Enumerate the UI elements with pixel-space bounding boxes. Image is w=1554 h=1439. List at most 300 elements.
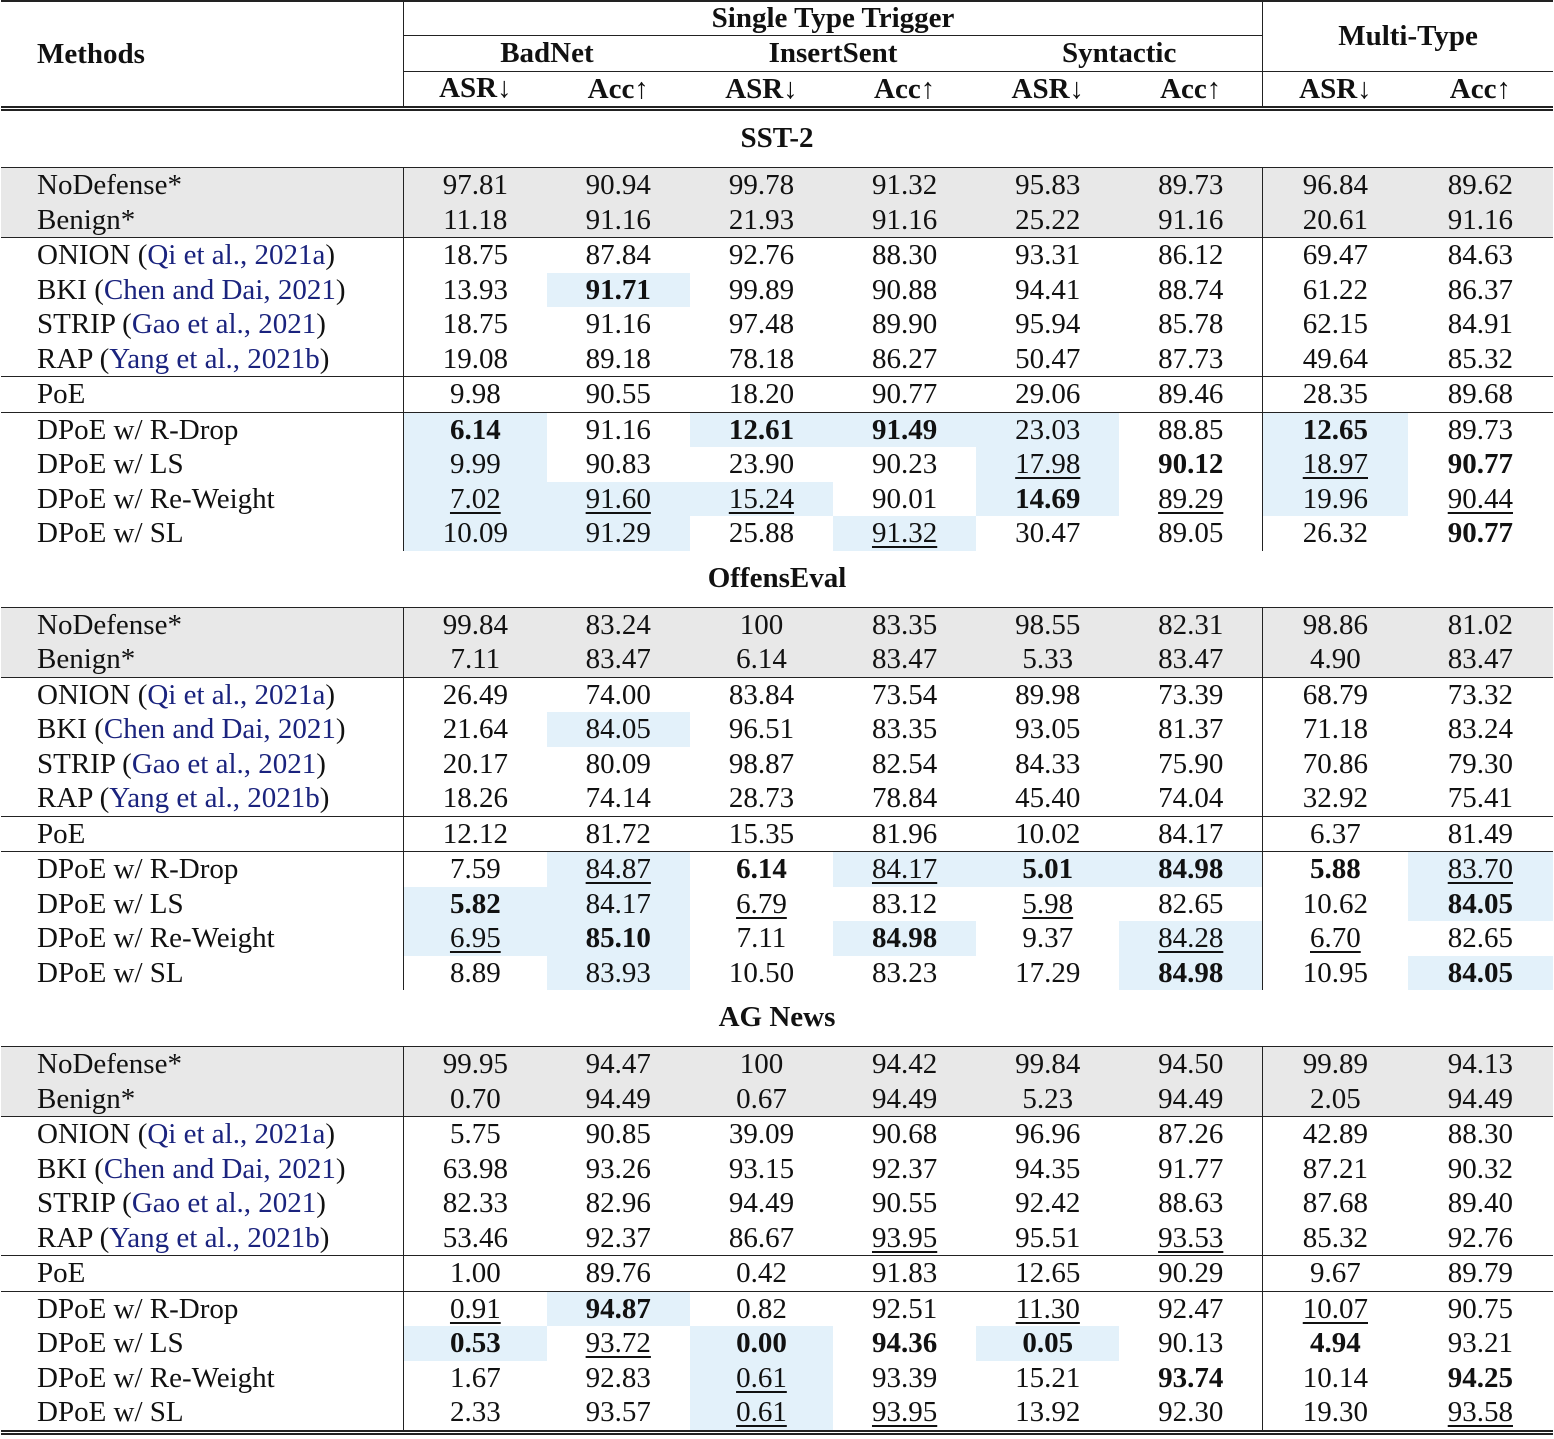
- value-cell: [1119, 1117, 1262, 1152]
- value-cell: [1263, 781, 1408, 816]
- value-cell: [404, 168, 547, 203]
- value: 86.67: [728, 1221, 795, 1254]
- method-name-cell: ONION (Qi et al., 2021a): [1, 1117, 404, 1152]
- method-name-cell: [1, 203, 404, 238]
- value-cell: [976, 887, 1119, 922]
- value-cell: [547, 642, 690, 677]
- method-name-cell: [1, 377, 404, 413]
- value: 94.47: [585, 1048, 651, 1080]
- section-title: AG News: [1, 990, 1553, 1047]
- method-name: DPoE w/ Re-Weight: [37, 1361, 275, 1394]
- value-cell: [404, 1361, 547, 1396]
- best-value: 94.36: [871, 1327, 938, 1359]
- best-value: 5.82: [449, 887, 501, 920]
- value-cell: [1119, 712, 1262, 747]
- value: 96.96: [1015, 1118, 1081, 1150]
- value-cell: [1408, 516, 1553, 551]
- value-cell: [690, 1256, 833, 1292]
- value: 90.32: [1447, 1152, 1513, 1185]
- value: 82.31: [1158, 608, 1224, 641]
- value: 83.12: [871, 887, 938, 920]
- value: 90.75: [1447, 1292, 1513, 1325]
- value: 94.49: [728, 1187, 795, 1219]
- table-row: [1, 816, 1553, 852]
- value: 83.47: [585, 643, 651, 675]
- best-value: 93.74: [1158, 1361, 1224, 1394]
- best-value: 0.53: [449, 1327, 501, 1359]
- value: 89.73: [1158, 169, 1224, 201]
- value: 19.30: [1302, 1396, 1368, 1428]
- value: 83.24: [585, 608, 651, 641]
- method-name-cell: [1, 1047, 404, 1082]
- value-cell: [1408, 482, 1553, 517]
- value-cell: [976, 238, 1119, 273]
- value-cell: [833, 677, 976, 712]
- value-cell: [833, 747, 976, 782]
- value: 89.79: [1447, 1257, 1513, 1289]
- value: 91.16: [585, 203, 651, 236]
- value: 74.14: [585, 782, 651, 814]
- value: 88.85: [1158, 413, 1224, 446]
- value-cell: [976, 203, 1119, 238]
- value-cell: [1119, 482, 1262, 517]
- methods-header: Methods: [1, 1, 404, 109]
- table-header: [1, 1, 1553, 109]
- value: 94.49: [585, 1082, 651, 1115]
- value-cell: [547, 307, 690, 342]
- value: 25.22: [1015, 203, 1081, 236]
- value: 91.16: [871, 203, 938, 236]
- value-cell: [547, 1395, 690, 1432]
- value: 89.40: [1447, 1187, 1513, 1219]
- method-name-cell: [1, 852, 404, 887]
- trigger-header-badnet: BadNet: [404, 36, 690, 72]
- value: 89.73: [1447, 413, 1513, 446]
- value-cell: [547, 273, 690, 308]
- best-value: 94.87: [585, 1292, 651, 1325]
- value-cell: [404, 956, 547, 991]
- value-cell: [404, 1395, 547, 1432]
- value-cell: [833, 447, 976, 482]
- value-cell: [547, 447, 690, 482]
- table-row: [1, 747, 1553, 782]
- value-cell: [1408, 852, 1553, 887]
- value-cell: [1119, 516, 1262, 551]
- value: 89.18: [585, 342, 651, 375]
- value: 87.73: [1158, 342, 1224, 375]
- second-best-value: 6.79: [736, 887, 787, 920]
- value-cell: [976, 482, 1119, 517]
- value-cell: [1408, 1291, 1553, 1326]
- second-best-value: 91.60: [585, 482, 651, 515]
- value: 83.23: [871, 956, 938, 989]
- value-cell: [1263, 1047, 1408, 1082]
- value-cell: [690, 887, 833, 922]
- method-name-cell: STRIP (Gao et al., 2021): [37, 747, 326, 780]
- value: 89.98: [1015, 678, 1081, 711]
- value-cell: [547, 238, 690, 273]
- value-cell: [1119, 747, 1262, 782]
- citation-link[interactable]: Yang et al., 2021b: [109, 782, 320, 814]
- value-cell: [976, 273, 1119, 308]
- value-cell: [1119, 1047, 1262, 1082]
- value: 91.77: [1158, 1152, 1224, 1185]
- method-name: NoDefense*: [37, 608, 182, 641]
- value-cell: [976, 168, 1119, 203]
- value-cell: [833, 1047, 976, 1082]
- method-name: ONION: [37, 1118, 138, 1150]
- value-cell: [976, 712, 1119, 747]
- value-cell: [547, 377, 690, 413]
- value: 2.33: [449, 1396, 501, 1428]
- value: 91.29: [585, 517, 651, 549]
- second-best-value: 0.61: [736, 1361, 787, 1394]
- method-name: DPoE w/ LS: [37, 448, 184, 480]
- table-row: [1, 852, 1553, 887]
- value-cell: [404, 1256, 547, 1292]
- table-row: [1, 1186, 1553, 1221]
- value: 81.72: [585, 817, 651, 850]
- value-cell: [976, 1117, 1119, 1152]
- value: 70.86: [1302, 747, 1368, 780]
- value-cell: [404, 203, 547, 238]
- method-name: NoDefense*: [37, 169, 182, 201]
- value-cell: [690, 482, 833, 517]
- method-name: BKI: [37, 273, 95, 306]
- value-cell: [1263, 607, 1408, 642]
- method-name-cell: [1, 1326, 404, 1361]
- value: 97.48: [728, 308, 795, 340]
- value-cell: [1408, 273, 1553, 308]
- value-cell: [404, 607, 547, 642]
- second-best-value: 93.95: [871, 1221, 938, 1254]
- method-name-cell: STRIP (Gao et al., 2021): [37, 1187, 326, 1219]
- value-cell: [976, 307, 1119, 342]
- value-cell: [690, 852, 833, 887]
- value-cell: [1263, 1152, 1408, 1187]
- value: 9.99: [449, 448, 501, 480]
- value-cell: [404, 921, 547, 956]
- value: 9.98: [449, 378, 501, 410]
- value-cell: [1119, 203, 1262, 238]
- value: 89.90: [871, 308, 938, 340]
- value-cell: [404, 642, 547, 677]
- value: 21.93: [728, 203, 795, 236]
- value: 84.33: [1015, 747, 1081, 780]
- table-row: [1, 1256, 1553, 1292]
- table-row: [1, 1082, 1553, 1117]
- value: 74.00: [585, 678, 651, 711]
- value-cell: [404, 887, 547, 922]
- value: 26.32: [1302, 517, 1368, 549]
- value: 23.90: [728, 448, 795, 480]
- best-value: 84.05: [1447, 887, 1513, 920]
- single-type-header: Single Type Trigger: [404, 1, 1263, 36]
- value-cell: [404, 852, 547, 887]
- best-value: 84.98: [1158, 956, 1224, 989]
- value-cell: [404, 482, 547, 517]
- value: 62.15: [1302, 308, 1368, 340]
- value-cell: [1119, 1256, 1262, 1292]
- value-cell: [1408, 887, 1553, 922]
- value: 20.61: [1302, 203, 1368, 236]
- citation-link[interactable]: Yang et al., 2021b: [109, 1221, 320, 1254]
- value: 93.31: [1015, 239, 1081, 271]
- method-name: RAP: [37, 342, 100, 375]
- value: 82.54: [871, 747, 938, 780]
- value-cell: [833, 412, 976, 447]
- best-value: 90.77: [1447, 448, 1513, 480]
- value-cell: [1119, 273, 1262, 308]
- value: 7.11: [450, 643, 501, 675]
- value: 93.26: [585, 1152, 651, 1185]
- value-cell: [547, 712, 690, 747]
- second-best-value: 84.28: [1158, 922, 1224, 954]
- value-cell: [1263, 642, 1408, 677]
- method-name-cell: [1, 516, 404, 551]
- value-cell: [1408, 1152, 1553, 1187]
- value: 89.05: [1158, 517, 1224, 549]
- value-cell: [1408, 412, 1553, 447]
- value: 99.84: [442, 608, 508, 641]
- method-name-cell: [1, 1082, 404, 1117]
- value-cell: [404, 1117, 547, 1152]
- second-best-value: 93.53: [1158, 1221, 1224, 1254]
- value-cell: [1263, 307, 1408, 342]
- value: 85.32: [1447, 342, 1513, 375]
- value: 90.13: [1158, 1327, 1224, 1359]
- citation-link[interactable]: Gao et al., 2021: [131, 308, 317, 340]
- value-cell: [404, 677, 547, 712]
- method-name: STRIP: [37, 747, 123, 780]
- value: 19.96: [1302, 482, 1368, 515]
- value: 82.96: [585, 1187, 651, 1219]
- value-cell: [547, 956, 690, 991]
- value-cell: [404, 412, 547, 447]
- value: 92.51: [871, 1292, 938, 1325]
- method-name: RAP: [37, 782, 100, 814]
- value-cell: [1408, 342, 1553, 377]
- best-value: 0.05: [1022, 1327, 1074, 1359]
- second-best-value: 84.17: [871, 853, 938, 885]
- value: 91.16: [585, 413, 651, 446]
- value: 98.86: [1302, 608, 1368, 641]
- value-cell: [547, 852, 690, 887]
- value-cell: [690, 677, 833, 712]
- value-cell: [976, 1221, 1119, 1256]
- method-name-cell: BKI (Chen and Dai, 2021): [37, 273, 346, 306]
- value-cell: [1408, 447, 1553, 482]
- second-best-value: 91.32: [871, 517, 938, 549]
- table-row: [1, 956, 1553, 991]
- method-name-cell: [1, 1291, 404, 1326]
- value: 49.64: [1302, 342, 1368, 375]
- value-cell: [1408, 816, 1553, 852]
- value: 6.14: [736, 643, 787, 675]
- value-cell: [547, 412, 690, 447]
- method-name-cell: [1, 956, 404, 991]
- value-cell: [1119, 1326, 1262, 1361]
- best-value: 90.12: [1158, 448, 1224, 480]
- value: 83.47: [1158, 643, 1224, 675]
- second-best-value: 93.95: [871, 1396, 938, 1428]
- method-name: STRIP: [37, 308, 123, 340]
- value-cell: [833, 377, 976, 413]
- value-cell: [547, 1361, 690, 1396]
- method-name: RAP: [37, 1221, 100, 1254]
- value: 91.32: [871, 169, 938, 201]
- value-cell: [833, 307, 976, 342]
- value: 10.14: [1302, 1361, 1368, 1394]
- value: 39.09: [728, 1118, 795, 1150]
- value-cell: [690, 377, 833, 413]
- value: 0.70: [449, 1082, 501, 1115]
- value: 13.93: [442, 273, 508, 306]
- value: 90.88: [871, 273, 938, 306]
- value-cell: [1119, 956, 1262, 991]
- value: 69.47: [1302, 239, 1368, 271]
- citation-link[interactable]: Qi et al., 2021a: [147, 1118, 326, 1150]
- method-name-cell: [1, 1361, 404, 1396]
- value: 92.37: [871, 1152, 938, 1185]
- value-cell: [404, 1047, 547, 1082]
- value-cell: [690, 956, 833, 991]
- best-value: 5.01: [1022, 853, 1074, 885]
- value-cell: [690, 816, 833, 852]
- citation-link[interactable]: Chen and Dai, 2021: [103, 273, 336, 306]
- value-cell: [404, 1221, 547, 1256]
- citation-link[interactable]: Chen and Dai, 2021: [103, 1152, 336, 1185]
- citation-link[interactable]: Gao et al., 2021: [131, 747, 317, 780]
- value-cell: [1263, 1082, 1408, 1117]
- metric-header: ASR↓: [404, 71, 547, 109]
- value-cell: [1119, 852, 1262, 887]
- value: 12.65: [1015, 1257, 1081, 1289]
- value-cell: [976, 1361, 1119, 1396]
- best-value: 84.98: [1158, 853, 1224, 885]
- second-best-value: 89.29: [1158, 482, 1224, 515]
- value-cell: [1119, 1361, 1262, 1396]
- method-name: PoE: [37, 378, 86, 410]
- value: 88.74: [1158, 273, 1224, 306]
- method-name: DPoE w/ R-Drop: [37, 853, 239, 885]
- section-header-row: [1, 109, 1553, 168]
- value: 28.73: [728, 782, 795, 814]
- method-name-cell: [1, 412, 404, 447]
- value-cell: [547, 342, 690, 377]
- value: 93.39: [871, 1361, 938, 1394]
- value: 90.55: [585, 378, 651, 410]
- table-row: [1, 447, 1553, 482]
- value: 19.08: [442, 342, 508, 375]
- second-best-value: 83.70: [1447, 853, 1513, 885]
- table-row: [1, 1291, 1553, 1326]
- value: 6.37: [1310, 817, 1361, 850]
- value-cell: [547, 482, 690, 517]
- value: 96.51: [728, 713, 795, 745]
- value-cell: [547, 516, 690, 551]
- citation-link[interactable]: Qi et al., 2021a: [147, 678, 326, 711]
- value-cell: [1263, 273, 1408, 308]
- value: 90.55: [871, 1187, 938, 1219]
- citation-link[interactable]: Qi et al., 2021a: [147, 239, 326, 271]
- table-row: [1, 516, 1553, 551]
- method-name-cell: STRIP (Gao et al., 2021): [37, 308, 326, 340]
- value-cell: [404, 1082, 547, 1117]
- value: 18.75: [442, 239, 508, 271]
- best-value: 12.61: [728, 413, 795, 446]
- table-row: [1, 607, 1553, 642]
- table-row: [1, 1395, 1553, 1432]
- value-cell: [547, 1152, 690, 1187]
- value: 73.54: [871, 678, 938, 711]
- value: 30.47: [1015, 517, 1081, 549]
- metric-header: ASR↓: [690, 71, 833, 109]
- second-best-value: 0.61: [736, 1396, 787, 1428]
- value: 81.49: [1447, 817, 1513, 850]
- value-cell: [547, 816, 690, 852]
- value: 86.27: [871, 342, 938, 375]
- value: 68.79: [1302, 678, 1368, 711]
- value: 10.09: [442, 517, 508, 549]
- value-cell: [1263, 677, 1408, 712]
- best-value: 6.14: [736, 853, 787, 885]
- citation-link[interactable]: Chen and Dai, 2021: [103, 713, 336, 745]
- second-best-value: 18.97: [1302, 448, 1368, 480]
- value-cell: [1119, 1395, 1262, 1432]
- citation-link[interactable]: Gao et al., 2021: [131, 1187, 317, 1219]
- best-value: 94.25: [1447, 1361, 1513, 1394]
- table-row: [1, 1152, 1553, 1187]
- value-cell: [1408, 1117, 1553, 1152]
- value: 53.46: [442, 1221, 508, 1254]
- value-cell: [1263, 1395, 1408, 1432]
- method-name: DPoE w/ SL: [37, 517, 184, 549]
- multi-type-header: Multi-Type: [1263, 1, 1553, 71]
- value: 79.30: [1447, 747, 1513, 780]
- value-cell: [690, 342, 833, 377]
- value: 93.57: [585, 1396, 651, 1428]
- value-cell: [1408, 781, 1553, 816]
- value-cell: [1263, 1291, 1408, 1326]
- value: 94.49: [1447, 1082, 1513, 1115]
- best-value: 91.49: [871, 413, 938, 446]
- method-name-cell: BKI (Chen and Dai, 2021): [37, 713, 346, 745]
- value: 90.29: [1158, 1257, 1224, 1289]
- value-cell: [1263, 1117, 1408, 1152]
- value-cell: [547, 1082, 690, 1117]
- value-cell: [833, 342, 976, 377]
- metric-header: ASR↓: [1263, 71, 1408, 109]
- table-row: [1, 1361, 1553, 1396]
- value: 94.49: [871, 1082, 938, 1115]
- value-cell: [1408, 1326, 1553, 1361]
- value-cell: [1263, 516, 1408, 551]
- method-name-cell: RAP (Yang et al., 2021b): [37, 342, 330, 375]
- value-cell: [547, 1221, 690, 1256]
- value: 92.42: [1015, 1187, 1081, 1219]
- second-best-value: 84.87: [585, 853, 651, 885]
- value: 0.67: [736, 1082, 787, 1115]
- value: 99.78: [728, 169, 795, 201]
- value: 90.68: [871, 1118, 938, 1150]
- citation-link[interactable]: Yang et al., 2021b: [109, 342, 320, 375]
- value-cell: [1408, 956, 1553, 991]
- value: 1.00: [449, 1257, 501, 1289]
- value-cell: [1263, 1256, 1408, 1292]
- value-cell: [1408, 1221, 1553, 1256]
- value: 74.04: [1158, 782, 1224, 814]
